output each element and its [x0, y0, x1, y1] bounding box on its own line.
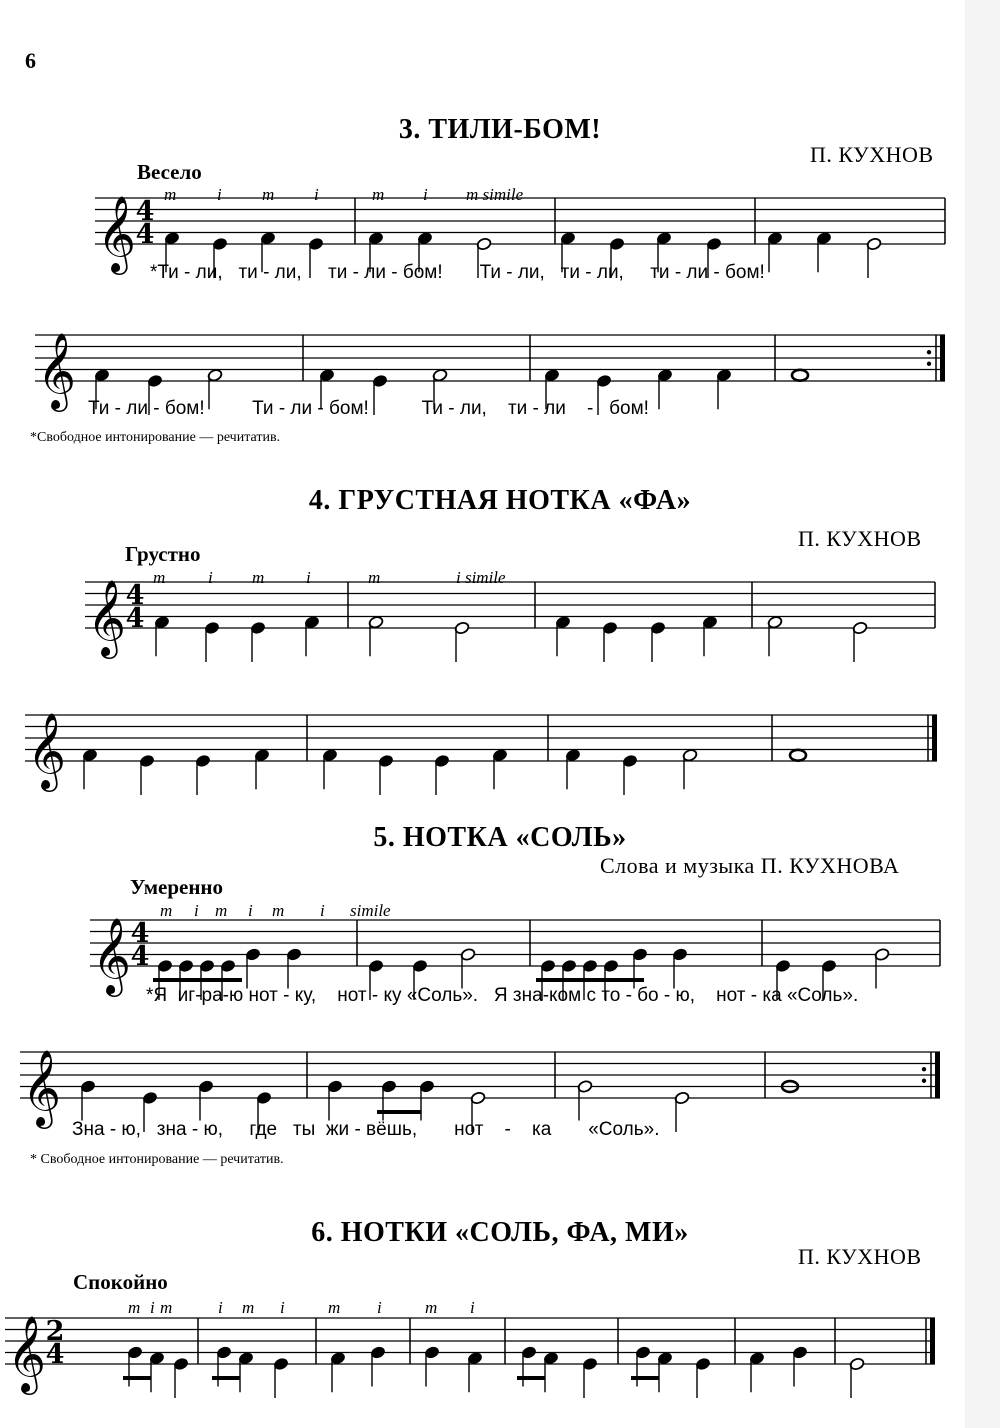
fingering-mark: i: [194, 901, 199, 920]
time-signature-bottom: 4: [135, 219, 155, 250]
fingering-mark: i: [248, 901, 253, 920]
tempo-4: Грустно: [125, 542, 201, 566]
fingering-mark: m: [215, 901, 228, 920]
fingering-mark: m: [164, 185, 177, 204]
fingering-mark: m: [372, 185, 385, 204]
fingering-mark: i: [306, 568, 311, 587]
beam: [631, 1376, 659, 1380]
fingering-mark: m: [368, 568, 381, 587]
piece-title-3: 3. ТИЛИ-БОМ!: [398, 114, 602, 145]
treble-clef-icon: 𝄞: [92, 917, 132, 994]
composer-6: П. КУХНОВ: [798, 1244, 922, 1269]
fingering-mark: m: [328, 1298, 341, 1317]
time-signature-top: 4: [125, 580, 145, 611]
piece-title-6: 6. НОТКИ «СОЛЬ, ФА, МИ»: [311, 1217, 689, 1248]
time-signature-top: 2: [45, 1316, 65, 1347]
time-signature-top: 4: [130, 918, 150, 949]
treble-clef-icon: 𝄞: [27, 712, 67, 789]
footnote-3: *Свободное интонирование — речитатив.: [30, 430, 281, 445]
fingering-mark: i: [470, 1298, 475, 1317]
lyrics-3a: *Ти - ли, ти - ли, ти - ли - бом! Ти - ли, ти - ли, ти - ли - бом!: [150, 262, 765, 283]
final-barline-thick: [930, 1318, 935, 1364]
composer-5: Слова и музыка П. КУХНОВА: [600, 853, 900, 878]
beam: [517, 1376, 545, 1380]
tempo-6: Спокойно: [73, 1270, 168, 1294]
fingering-mark: m: [160, 901, 173, 920]
tempo-3: Весело: [137, 160, 202, 184]
fingering-mark: m: [160, 1298, 173, 1317]
time-signature-bottom: 4: [130, 941, 150, 972]
fingering-mark: i: [280, 1298, 285, 1317]
beam: [123, 1376, 151, 1380]
treble-clef-icon: 𝄞: [22, 1049, 62, 1126]
fingering-mark: i: [218, 1298, 223, 1317]
time-signature-bottom: 4: [125, 603, 145, 634]
fingering-mark: i: [150, 1298, 155, 1317]
treble-clef-icon: 𝄞: [37, 332, 77, 409]
fingering-mark: m simile: [466, 185, 524, 204]
fingering-mark: i: [217, 185, 222, 204]
lyrics-5a: *Я иг-ра-ю нот - ку, нот - ку «Соль». Я зна-ком с то - бо - ю, нот - ка «Соль».: [146, 985, 859, 1006]
fingering-mark: m: [128, 1298, 141, 1317]
tempo-5: Умеренно: [130, 875, 224, 899]
page-number: 6: [25, 48, 36, 73]
fingering-mark: m: [272, 901, 285, 920]
fingering-mark: i: [377, 1298, 382, 1317]
fingering-mark: i: [208, 568, 213, 587]
treble-clef-icon: 𝄞: [7, 1315, 47, 1392]
beam: [212, 1376, 240, 1380]
fingering-mark: i: [320, 901, 325, 920]
time-signature-top: 4: [135, 196, 155, 227]
fingering-mark: i: [423, 185, 428, 204]
composer-3: П. КУХНОВ: [810, 142, 934, 167]
fingering-mark: m: [262, 185, 275, 204]
piece-title-4: 4. ГРУСТНАЯ НОТКА «ФА»: [308, 485, 692, 516]
piece-title-5: 5. НОТКА «СОЛЬ»: [373, 822, 627, 853]
composer-4: П. КУХНОВ: [798, 526, 922, 551]
lyrics-3b: Ти - ли - бом! Ти - ли - бом! Ти - ли, ти - ли - бом!: [88, 398, 649, 419]
treble-clef-icon: 𝄞: [97, 195, 137, 272]
fingering-mark: i: [314, 185, 319, 204]
fingering-mark: m: [153, 568, 166, 587]
fingering-mark: simile: [350, 901, 391, 920]
footnote-5: * Свободное интонирование — речитатив.: [30, 1152, 284, 1167]
fingering-mark: m: [252, 568, 265, 587]
time-signature-bottom: 4: [45, 1339, 65, 1370]
lyrics-5b: Зна - ю, зна - ю, где ты жи - вёшь, нот - ка «Соль».: [72, 1119, 660, 1140]
treble-clef-icon: 𝄞: [87, 579, 127, 656]
fingering-mark: m: [425, 1298, 438, 1317]
fingering-mark: m: [242, 1298, 255, 1317]
fingering-mark: i simile: [456, 568, 506, 587]
